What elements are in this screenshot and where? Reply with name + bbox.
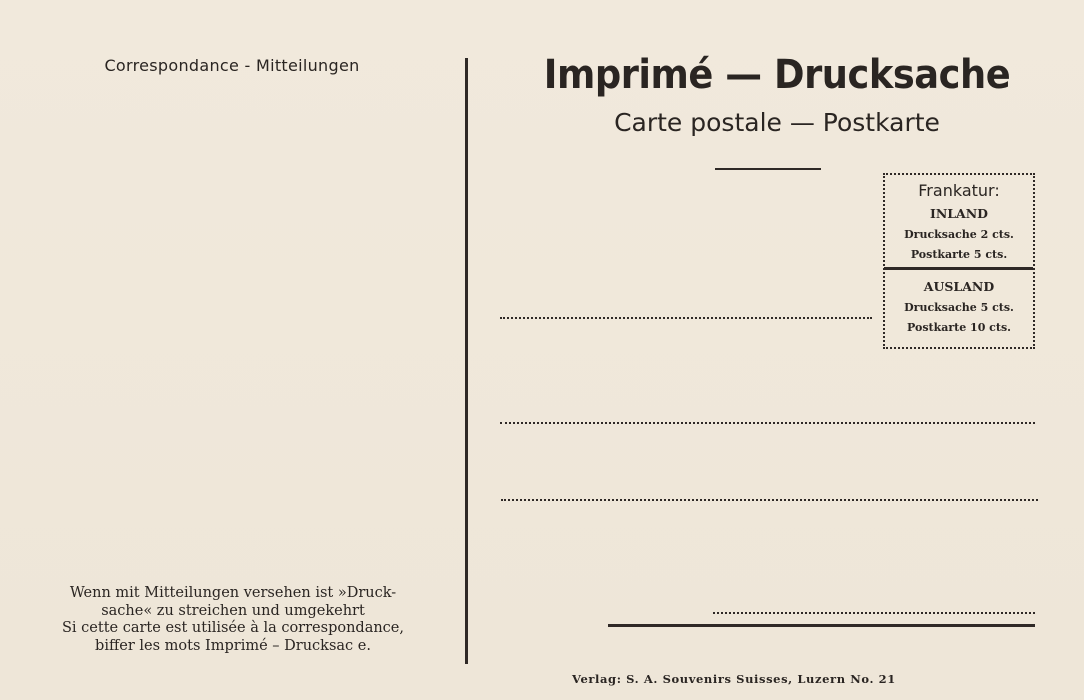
card-heading: Imprimé — Drucksache <box>543 52 1011 98</box>
stamp-title: Frankatur: <box>918 181 1000 200</box>
center-divider <box>465 58 468 664</box>
usage-note <box>0 585 466 655</box>
address-line-3 <box>501 499 1038 501</box>
stamp-inland-rate-print: Drucksache 2 cts. <box>904 228 1014 241</box>
stamp-ausland-rate-print: Drucksache 5 cts. <box>904 301 1014 314</box>
publisher-imprint: Verlag: S. A. Souvenirs Suisses, Luzern No. 21 <box>572 672 896 686</box>
address-line-4 <box>713 612 1035 614</box>
address-line-2 <box>500 422 1035 424</box>
note-line-2: sache« zu streichen und umgekehrt <box>101 602 365 619</box>
heading-rule <box>715 168 821 170</box>
note-line-3: Si cette carte est utilisée à la correspondance, <box>62 620 404 636</box>
note-line-4: biffer les mots Imprimé – Drucksac e. <box>95 637 371 654</box>
stamp-ausland-label: AUSLAND <box>923 279 995 294</box>
stamp-ausland-rate-card: Postkarte 10 cts. <box>907 321 1011 334</box>
stamp-inland-rate-card: Postkarte 5 cts. <box>910 248 1008 261</box>
stamp-inland-label: INLAND <box>929 206 989 221</box>
card-subheading: Carte postale — Postkarte <box>614 108 940 137</box>
correspondence-title: Correspondance - Mitteilungen <box>104 56 360 75</box>
note-line-1: Wenn mit Mitteilungen versehen ist »Druck- <box>69 585 397 601</box>
address-line-1 <box>500 317 872 319</box>
address-line-solid <box>608 624 1035 627</box>
stamp-separator <box>884 267 1033 270</box>
